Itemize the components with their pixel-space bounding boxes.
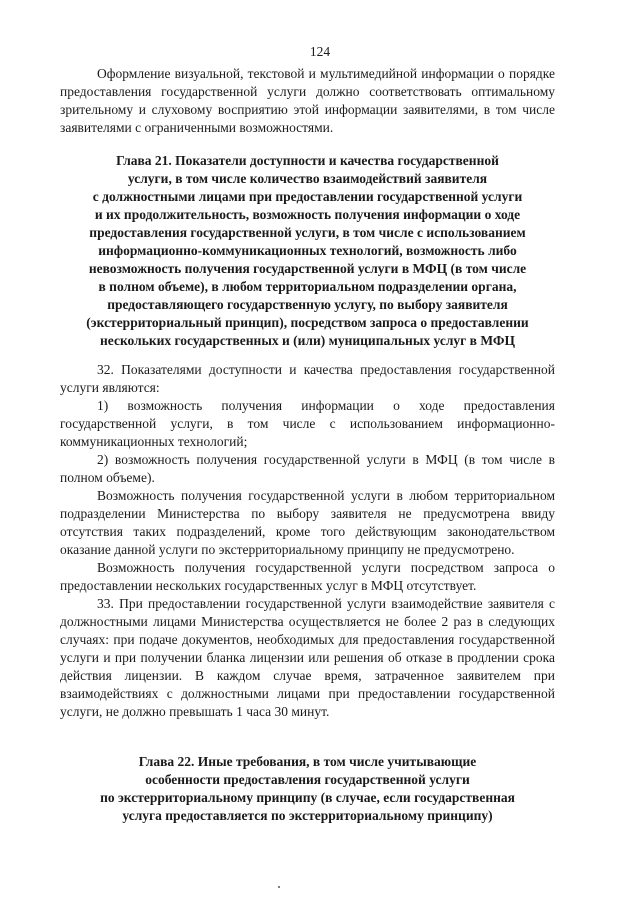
paragraph-33: 33. При предоставлении государственной услуги взаимодействие заявителя с должностными лицами Министерства осуществляется не более 2 раз в следующих случаях: при подаче документов, необходимых для предоставления государственной услуги и при получении бланка лицензии или решения об отказе в продлении срока действия лицензии. В каждом случае время, затраченное заявителем при взаимодействиях с должностными лицами при предоставлении государственной услуги, не должно превышать 1 часа 30 минут.	[60, 596, 555, 719]
chapter-21-line: невозможность получения государственной услуги в МФЦ (в том числе	[88, 261, 527, 276]
chapter-21-heading	[60, 152, 555, 350]
chapter-22-heading	[60, 753, 555, 825]
paragraph-territorial: Возможность получения государственной услуги в любом территориальном подразделении Министерства по выбору заявителя не предусмотрена ввиду отсутствия таких подразделений, кроме того действующим законодательством оказание данной услуги по экстерриториальному принципу не предусмотрено.	[60, 488, 555, 557]
chapter-21-line: предоставления государственной услуги, в том числе с использованием	[89, 225, 526, 240]
chapter-22-line: особенности предоставления государственной услуги	[145, 772, 470, 787]
chapter-21-line: с должностными лицами при предоставлении государственной услуги	[92, 189, 523, 204]
chapter-22-line: Глава 22. Иные требования, в том числе учитывающие	[138, 754, 477, 769]
chapter-21-line: нескольких государственных и (или) муниципальных услуг в МФЦ	[100, 333, 515, 348]
chapter-21-line: услуги, в том числе количество взаимодействий заявителя	[127, 171, 488, 186]
paragraph-multiple-services: Возможность получения государственной услуги посредством запроса о предоставлении нескольких государственных услуг в МФЦ отсутствует.	[60, 560, 555, 593]
chapter-22-line: услуга предоставляется по экстерриториальному принципу)	[122, 808, 493, 823]
chapter-21-line: (экстерриториальный принцип), посредством запроса о предоставлении	[86, 315, 529, 330]
body-text	[60, 361, 555, 721]
chapter-22-line: по экстерриториальному принципу (в случае, если государственная	[100, 790, 515, 805]
list-item-2: 2) возможность получения государственной услуги в МФЦ (в том числе в полном объеме).	[60, 452, 555, 485]
scan-speck	[278, 886, 280, 888]
paragraph-32: 32. Показателями доступности и качества предоставления государственной услуги являются:	[60, 362, 555, 395]
chapter-21-line: Глава 21. Показатели доступности и качества государственной	[116, 153, 499, 168]
chapter-21-line: в полном объеме), в любом территориальном подразделении органа,	[98, 279, 517, 294]
chapter-21-line: предоставляющего государственную услугу, по выбору заявителя	[107, 297, 508, 312]
page-number: 124	[309, 44, 331, 59]
list-item-1: 1) возможность получения информации о ходе предоставления государственной услуги, в том числе с использованием информационно-коммуникационных технологий;	[60, 398, 555, 449]
chapter-21-line: и их продолжительность, возможность получения информации о ходе	[94, 207, 521, 222]
chapter-21-line: информационно-коммуникационных технологий, возможность либо	[98, 243, 517, 258]
intro-paragraph: Оформление визуальной, текстовой и мультимедийной информации о порядке предоставления государственной услуги должно соответствовать оптимальному зрительному и слуховому восприятию этой информации заявителями, в том числе заявителями с ограниченными возможностями.	[60, 66, 555, 135]
